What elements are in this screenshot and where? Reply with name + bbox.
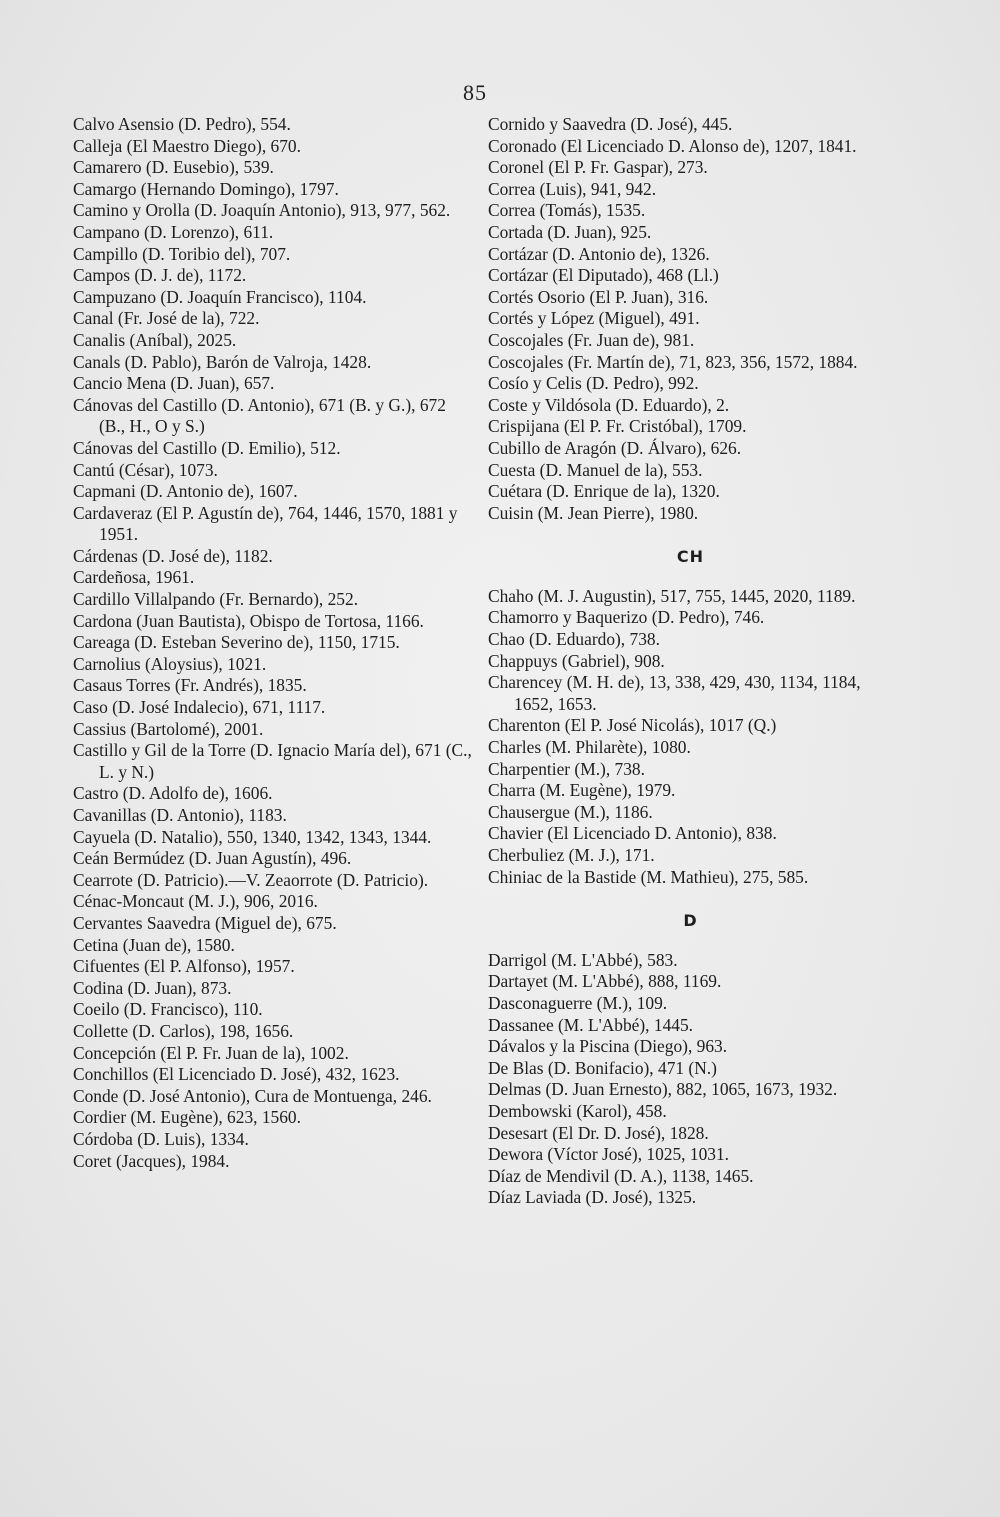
index-entry: Chamorro y Baquerizo (D. Pedro), 746. bbox=[488, 607, 765, 628]
index-entry: Díaz de Mendivil (D. A.), 1138, 1465. bbox=[488, 1165, 754, 1186]
index-entry: Dartayet (M. L'Abbé), 888, 1169. bbox=[488, 971, 722, 992]
index-entry: Cassius (Bartolomé), 2001. bbox=[73, 718, 264, 739]
index-entry: Córdoba (D. Luis), 1334. bbox=[73, 1128, 249, 1149]
index-entry: Cánovas del Castillo (D. Antonio), 671 (B. y G.), 672 (B., H., O y S.) bbox=[73, 394, 446, 437]
index-entry: Cárdenas (D. José de), 1182. bbox=[73, 545, 273, 566]
index-entry: Camino y Orolla (D. Joaquín Antonio), 913, 977, 562. bbox=[73, 200, 451, 221]
index-entry: Conchillos (El Licenciado D. José), 432, 1623. bbox=[73, 1064, 400, 1085]
index-entry: Coeilo (D. Francisco), 110. bbox=[73, 999, 263, 1020]
index-entry: Calvo Asensio (D. Pedro), 554. bbox=[73, 114, 291, 134]
index-entry: Cornido y Saavedra (D. José), 445. bbox=[488, 114, 733, 134]
index-entry: Camargo (Hernando Domingo), 1797. bbox=[73, 178, 339, 199]
index-entry: Cifuentes (El P. Alfonso), 1957. bbox=[73, 956, 295, 977]
index-entry: Charenton (El P. José Nicolás), 1017 (Q.) bbox=[488, 715, 777, 736]
index-entry: Chaho (M. J. Augustin), 517, 755, 1445, 2020, 1189. bbox=[488, 585, 856, 606]
index-entry: Cardeñosa, 1961. bbox=[73, 567, 195, 588]
index-entry: Charra (M. Eugène), 1979. bbox=[488, 780, 676, 801]
index-entry: Cardillo Villalpando (Fr. Bernardo), 252. bbox=[73, 589, 359, 610]
index-entry: Crispijana (El P. Fr. Cristóbal), 1709. bbox=[488, 416, 747, 437]
index-entry: Cetina (Juan de), 1580. bbox=[73, 934, 235, 955]
index-entry: Caso (D. José Indalecio), 671, 1117. bbox=[73, 697, 326, 718]
index-entry: Coste y Vildósola (D. Eduardo), 2. bbox=[488, 394, 730, 415]
index-entry: Campos (D. J. de), 1172. bbox=[73, 265, 247, 286]
index-entry: Cuisin (M. Jean Pierre), 1980. bbox=[488, 502, 699, 523]
index-entry: Castillo y Gil de la Torre (D. Ignacio María del), 671 (C., L. y N.) bbox=[73, 740, 472, 782]
index-entry: Canalis (Aníbal), 2025. bbox=[73, 329, 237, 350]
index-entry: Codina (D. Juan), 873. bbox=[73, 977, 232, 998]
index-entry: Dassanee (M. L'Abbé), 1445. bbox=[488, 1014, 694, 1035]
index-entry: Cantú (César), 1073. bbox=[73, 459, 218, 480]
index-entry: Charpentier (M.), 738. bbox=[488, 758, 645, 779]
index-entry: Cuesta (D. Manuel de la), 553. bbox=[488, 459, 703, 480]
index-entry: Campuzano (D. Joaquín Francisco), 1104. bbox=[73, 286, 367, 307]
section-c-entries bbox=[488, 114, 893, 524]
index-entry: Cortázar (D. Antonio de), 1326. bbox=[488, 243, 710, 264]
index-entry: Ceán Bermúdez (D. Juan Agustín), 496. bbox=[73, 848, 352, 869]
index-entry: Chausergue (M.), 1186. bbox=[488, 801, 653, 822]
index-entry: Dasconaguerre (M.), 109. bbox=[488, 992, 668, 1013]
index-entry: Cardaveraz (El P. Agustín de), 764, 1446, 1570, 1881 y 1951. bbox=[73, 502, 458, 545]
index-entry: Chao (D. Eduardo), 738. bbox=[488, 629, 660, 650]
index-entry: De Blas (D. Bonifacio), 471 (N.) bbox=[488, 1057, 717, 1078]
index-entry: Casaus Torres (Fr. Andrés), 1835. bbox=[73, 675, 307, 696]
section-heading-ch: CH bbox=[676, 547, 705, 567]
index-entry: Charles (M. Philarète), 1080. bbox=[488, 737, 691, 758]
index-entry: Coscojales (Fr. Martín de), 71, 823, 356, 1572, 1884. bbox=[488, 351, 858, 372]
index-entry: Cubillo de Aragón (D. Álvaro), 626. bbox=[488, 437, 742, 458]
index-entry: Castro (D. Adolfo de), 1606. bbox=[73, 783, 273, 804]
index-entry: Canal (Fr. José de la), 722. bbox=[73, 308, 260, 329]
index-entry: Cordier (M. Eugène), 623, 1560. bbox=[73, 1107, 301, 1128]
index-entry: Campano (D. Lorenzo), 611. bbox=[73, 221, 274, 242]
section-heading-d: D bbox=[683, 911, 698, 931]
index-entry: Desesart (El Dr. D. José), 1828. bbox=[488, 1122, 709, 1143]
index-entry: Chiniac de la Bastide (M. Mathieu), 275, 585. bbox=[488, 866, 809, 887]
section-ch-entries bbox=[488, 586, 893, 888]
index-entry: Chavier (El Licenciado D. Antonio), 838. bbox=[488, 823, 777, 844]
index-entry: Canals (D. Pablo), Barón de Valroja, 1428. bbox=[73, 351, 372, 372]
index-entry: Cervantes Saavedra (Miguel de), 675. bbox=[73, 912, 337, 933]
index-entry: Cavanillas (D. Antonio), 1183. bbox=[73, 805, 287, 825]
index-entry: Collette (D. Carlos), 198, 1656. bbox=[73, 1020, 294, 1041]
index-entry: Coscojales (Fr. Juan de), 981. bbox=[488, 329, 695, 350]
index-entry: Camarero (D. Eusebio), 539. bbox=[73, 157, 274, 178]
index-entry: Conde (D. José Antonio), Cura de Montuenga, 246. bbox=[73, 1085, 432, 1106]
index-entry: Cuétara (D. Enrique de la), 1320. bbox=[488, 481, 720, 502]
index-entry: Carnolius (Aloysius), 1021. bbox=[73, 653, 267, 674]
index-entry: Cherbuliez (M. J.), 171. bbox=[488, 845, 655, 865]
index-entry: Calleja (El Maestro Diego), 670. bbox=[73, 135, 301, 156]
index-entry: Dewora (Víctor José), 1025, 1031. bbox=[488, 1144, 729, 1165]
index-entry: Cardona (Juan Bautista), Obispo de Tortosa, 1166. bbox=[73, 610, 424, 631]
index-entry: Concepción (El P. Fr. Juan de la), 1002. bbox=[73, 1042, 349, 1063]
index-entry: Coronel (El P. Fr. Gaspar), 273. bbox=[488, 157, 708, 178]
index-entry: Cortada (D. Juan), 925. bbox=[488, 221, 652, 242]
index-entry: Campillo (D. Toribio del), 707. bbox=[73, 243, 291, 264]
index-column-right bbox=[488, 114, 893, 1209]
index-entry: Dávalos y la Piscina (Diego), 963. bbox=[488, 1036, 728, 1057]
index-entry: Correa (Luis), 941, 942. bbox=[488, 178, 657, 199]
index-entry: Cánovas del Castillo (D. Emilio), 512. bbox=[73, 437, 341, 458]
index-entry: Careaga (D. Esteban Severino de), 1150, 1715. bbox=[73, 632, 400, 653]
index-entry: Delmas (D. Juan Ernesto), 882, 1065, 1673, 1932. bbox=[488, 1079, 838, 1100]
page-number: 85 bbox=[463, 80, 487, 105]
index-entry: Cancio Mena (D. Juan), 657. bbox=[73, 373, 275, 394]
index-entry: Chappuys (Gabriel), 908. bbox=[488, 650, 665, 671]
index-entry: Cénac-Moncaut (M. J.), 906, 2016. bbox=[73, 891, 318, 912]
index-entry: Capmani (D. Antonio de), 1607. bbox=[73, 481, 298, 502]
index-entry: Charencey (M. H. de), 13, 338, 429, 430, 1134, 1184, 1652, 1653. bbox=[488, 672, 861, 714]
index-entry: Darrigol (M. L'Abbé), 583. bbox=[488, 949, 678, 970]
index-entry: Cosío y Celis (D. Pedro), 992. bbox=[488, 373, 699, 394]
index-entry: Coronado (El Licenciado D. Alonso de), 1207, 1841. bbox=[488, 135, 857, 156]
index-entry: Cortés y López (Miguel), 491. bbox=[488, 308, 700, 329]
index-entry: Díaz Laviada (D. José), 1325. bbox=[488, 1187, 697, 1208]
index-entry: Correa (Tomás), 1535. bbox=[488, 200, 646, 221]
index-entry: Cayuela (D. Natalio), 550, 1340, 1342, 1343, 1344. bbox=[73, 826, 432, 847]
index-entry: Coret (Jacques), 1984. bbox=[73, 1150, 230, 1171]
index-column-left bbox=[73, 114, 473, 1172]
index-entry: Cearrote (D. Patricio).—V. Zeaorrote (D. Patricio). bbox=[73, 869, 429, 890]
index-entry: Cortés Osorio (El P. Juan), 316. bbox=[488, 286, 709, 307]
index-entry: Dembowski (Karol), 458. bbox=[488, 1100, 667, 1121]
index-entry: Cortázar (El Diputado), 468 (Ll.) bbox=[488, 265, 719, 286]
section-d-entries bbox=[488, 950, 893, 1209]
